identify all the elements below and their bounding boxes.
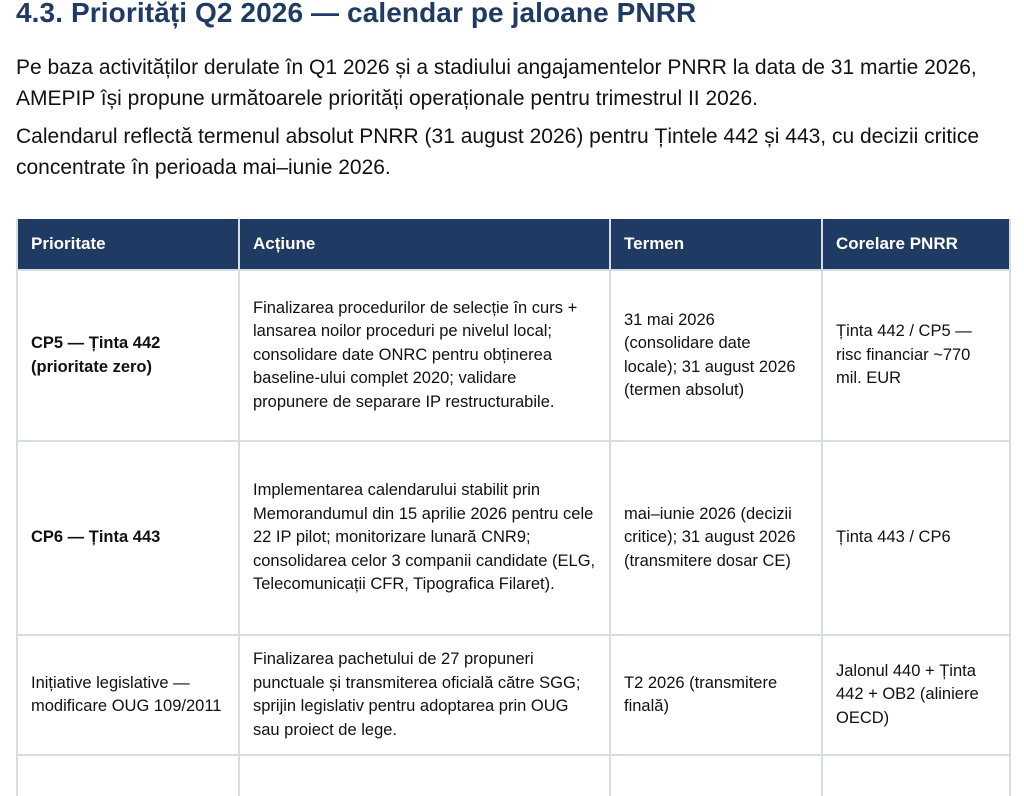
action-cell: Finalizarea procedurilor de selecție în curs + lansarea noilor proceduri pe nivelul local; consolidare date ONRC pentru obținerea baseline-ului complet 2020; validare propunere de separare IP restructurabile.: [239, 270, 610, 441]
table-row: [17, 635, 1010, 755]
action-cell: [239, 755, 610, 796]
priority-cell: CP6 — Ținta 443: [17, 441, 239, 635]
pnrr-cell: Ținta 443 / CP6: [822, 441, 1010, 635]
table-header-row: [17, 219, 1010, 270]
deadline-cell: T2 2026 (transmitere finală): [610, 635, 822, 755]
table-row: [17, 755, 1010, 796]
calendar-paragraph: Calendarul reflectă termenul absolut PNRR (31 august 2026) pentru Țintele 442 și 443, cu decizii critice concentrate în perioada mai–iunie 2026.: [16, 125, 980, 179]
pnrr-cell: [822, 755, 1010, 796]
priority-cell: Inițiative legislative — modificare OUG 109/2011: [17, 635, 239, 755]
priority-cell: [17, 755, 239, 796]
deadline-cell: 31 mai 2026 (consolidare date locale); 31 august 2026 (termen absolut): [610, 270, 822, 441]
action-cell: Implementarea calendarului stabilit prin Memorandumul din 15 aprilie 2026 pentru cele 22 IP pilot; monitorizare lunară CNR9; consolidarea celor 3 companii candidate (ELG, Telecomunicații CFR, Tipografica Filaret).: [239, 441, 610, 635]
header-priority: Prioritate: [17, 219, 239, 270]
pnrr-cell: Jalonul 440 + Ținta 442 + OB2 (aliniere OECD): [822, 635, 1010, 755]
deadline-cell: mai–iunie 2026 (decizii critice); 31 august 2026 (transmitere dosar CE): [610, 441, 822, 635]
table-row: [17, 441, 1010, 635]
table-row: [17, 270, 1010, 441]
header-action: Acțiune: [239, 219, 610, 270]
section-heading: 4.3. Priorități Q2 2026 — calendar pe jaloane PNRR: [16, 0, 697, 28]
header-pnrr: Corelare PNRR: [822, 219, 1010, 270]
pnrr-cell: Ținta 442 / CP5 — risc financiar ~770 mil. EUR: [822, 270, 1010, 441]
priority-cell: CP5 — Ținta 442 (prioritate zero): [17, 270, 239, 441]
deadline-cell: [610, 755, 822, 796]
intro-paragraph: Pe baza activităților derulate în Q1 2026 și a stadiului angajamentelor PNRR la data de 31 martie 2026, AMEPIP își propune următoarele priorități operaționale pentru trimestrul II 2026.: [16, 56, 977, 110]
priorities-table: [16, 219, 1011, 796]
header-deadline: Termen: [610, 219, 822, 270]
action-cell: Finalizarea pachetului de 27 propuneri punctuale și transmiterea oficială către SGG; sprijin legislativ pentru adoptarea prin OUG sau proiect de lege.: [239, 635, 610, 755]
